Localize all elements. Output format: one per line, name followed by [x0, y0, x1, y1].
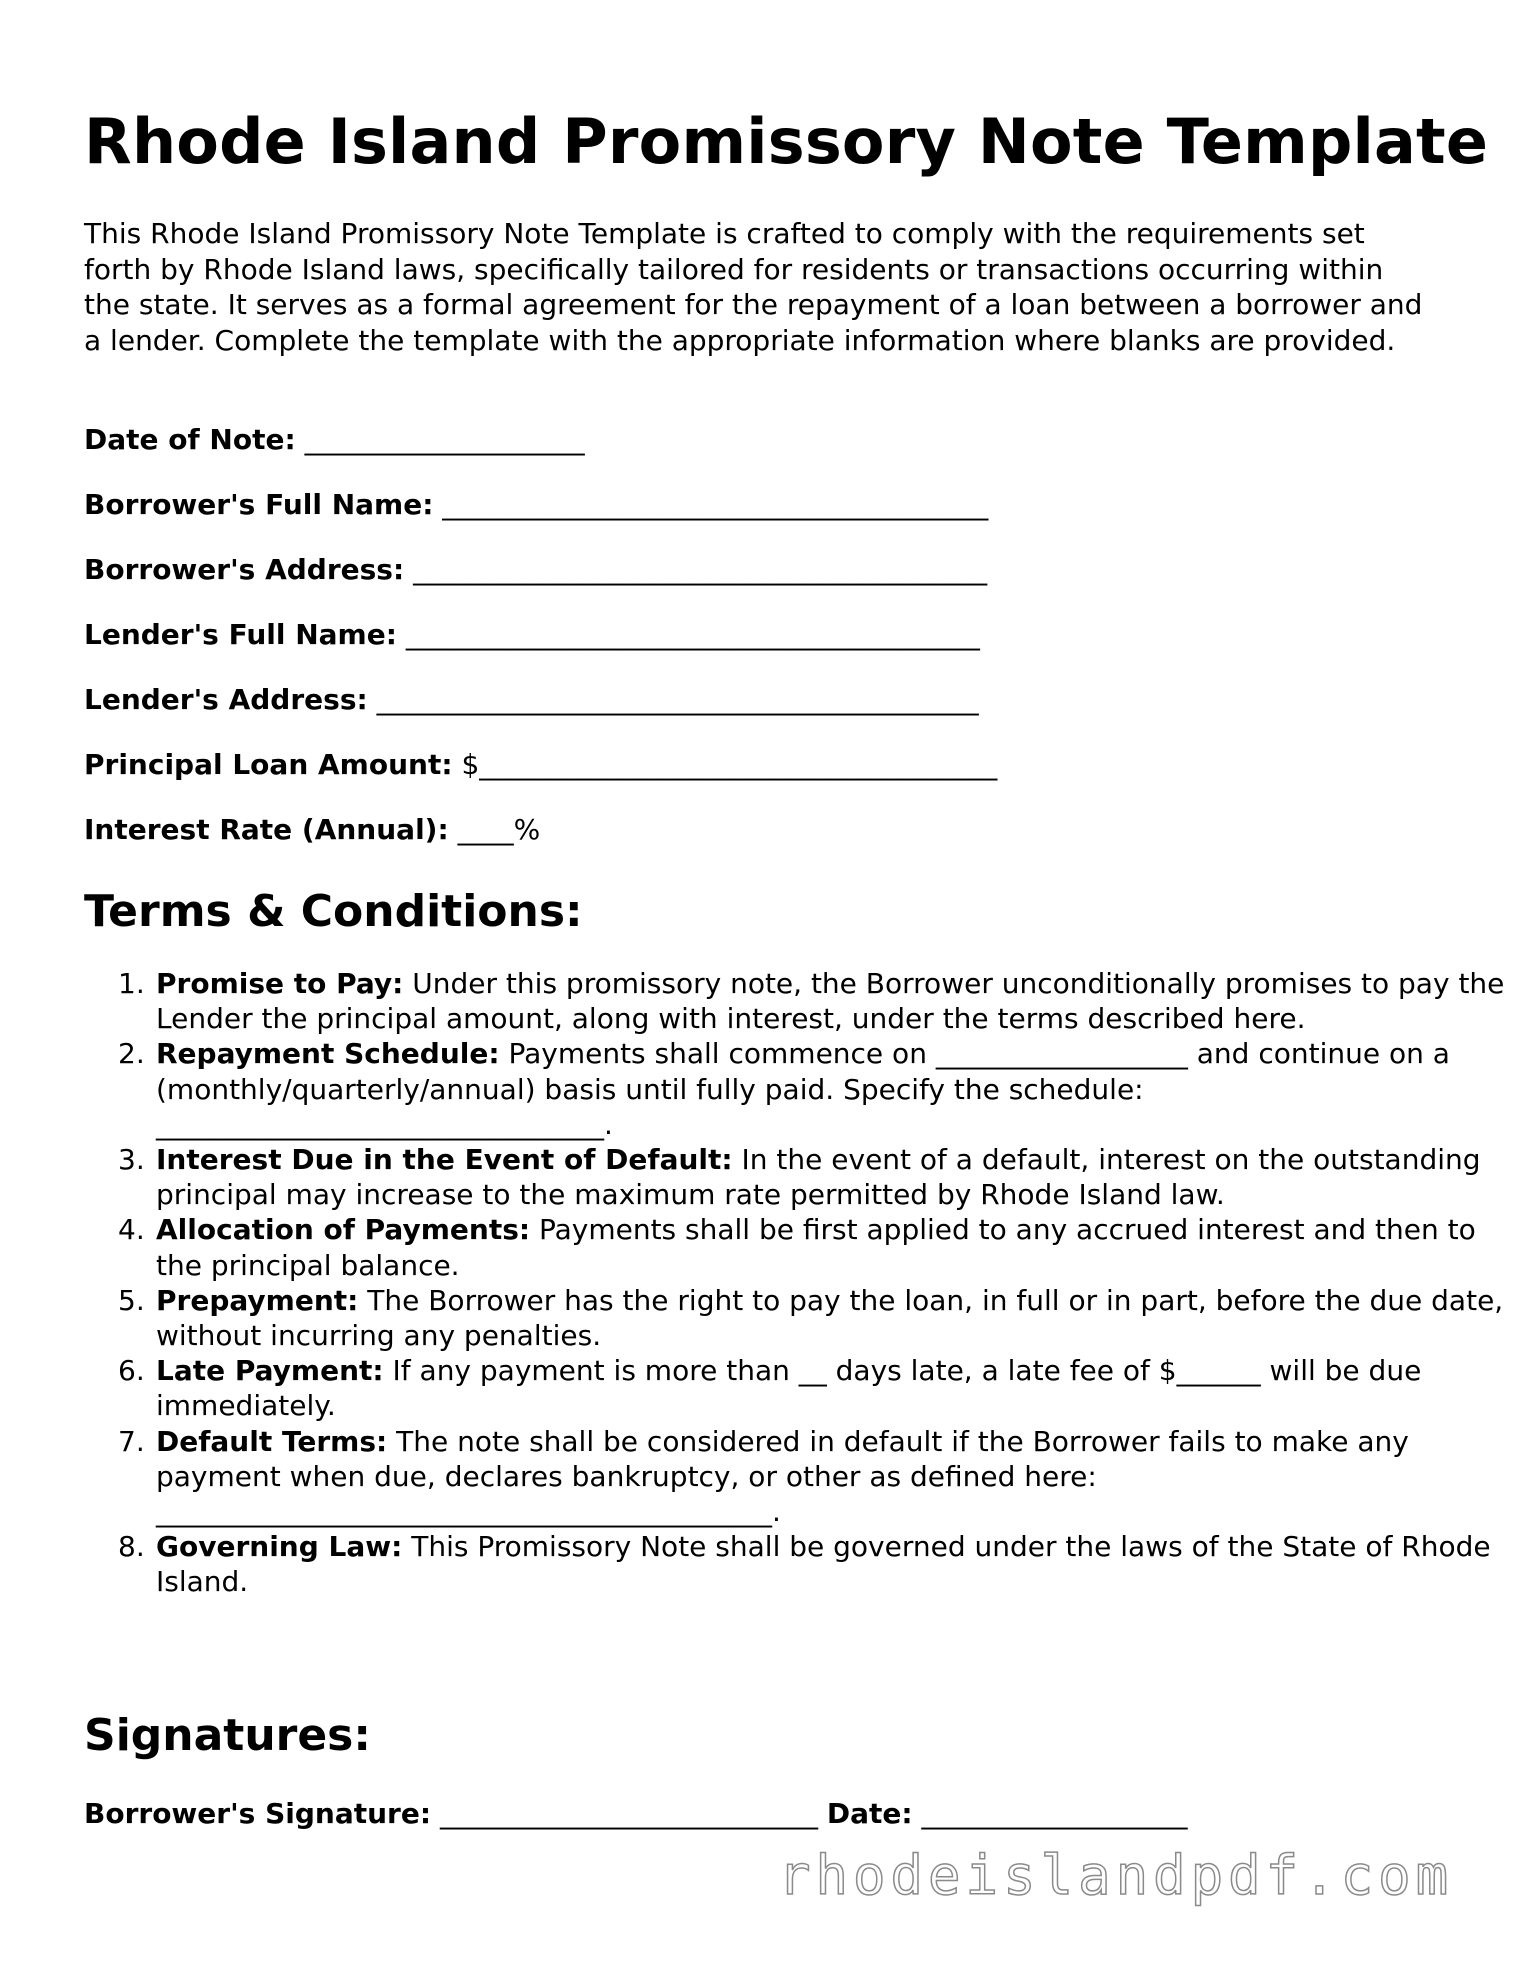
term-text: In the event of a default, interest on the outstanding principal may increase to the maximum rate permitted by Rhode Island law. [156, 1143, 1481, 1212]
term-number: 5. [118, 1283, 145, 1317]
term-title: Default Terms: [156, 1424, 388, 1458]
date-of-note-label: Date of Note: [84, 423, 296, 456]
borrower-signature-line[interactable] [84, 1796, 1187, 1832]
signature-date-label: Date: [826, 1797, 913, 1830]
term-text[interactable]: Payments shall commence on __________________ and continue on a (monthly/quarterly/annual) basis until fully paid. Specify the schedule: ________________________________. [156, 1037, 1450, 1141]
borrower-name-blank[interactable]: _______________________________________ [442, 488, 989, 521]
borrower-address-label: Borrower's Address: [84, 553, 405, 586]
term-title: Governing Law: [156, 1530, 403, 1564]
term-title: Late Payment: [156, 1354, 384, 1388]
principal-amount-label: Principal Loan Amount: [84, 748, 453, 781]
term-text[interactable]: The note shall be considered in default if the Borrower fails to make any payment when due, declares bankruptcy, or other as defined here: ____________________________________________. [156, 1424, 1409, 1529]
term-number: 1. [118, 967, 145, 1000]
borrower-name-field[interactable] [84, 487, 988, 523]
term-number: 8. [118, 1530, 145, 1564]
term-number: 4. [118, 1213, 145, 1247]
lender-name-field[interactable] [84, 617, 980, 653]
lender-address-field[interactable] [84, 682, 979, 718]
term-number: 3. [118, 1143, 145, 1177]
term-title: Promise to Pay: [156, 967, 404, 1000]
borrower-address-field[interactable] [84, 552, 987, 588]
term-title: Prepayment: [156, 1283, 359, 1317]
interest-rate-field[interactable] [84, 812, 540, 848]
term-number: 6. [118, 1354, 145, 1388]
term-title: Interest Due in the Event of Default: [156, 1143, 733, 1177]
term-text: The Borrower has the right to pay the loan, in full or in part, before the due date, without incurring any penalties. [156, 1283, 1504, 1353]
interest-rate-label: Interest Rate (Annual): [84, 813, 449, 846]
term-item-interest-default [118, 1142, 1515, 1212]
signature-date-blank[interactable]: ___________________ [921, 1797, 1188, 1830]
borrower-name-label: Borrower's Full Name: [84, 488, 434, 521]
interest-rate-blank[interactable]: ____% [457, 813, 541, 846]
lender-name-blank[interactable]: _________________________________________ [405, 618, 980, 651]
principal-amount-field[interactable] [84, 747, 997, 783]
date-of-note-blank[interactable]: ____________________ [304, 423, 585, 456]
term-item-repayment-schedule [118, 1036, 1515, 1142]
principal-amount-blank[interactable]: $_____________________________________ [461, 748, 998, 781]
term-item-governing-law [118, 1529, 1515, 1599]
terms-list [84, 966, 1515, 1600]
term-number: 2. [118, 1037, 145, 1071]
term-number: 7. [118, 1424, 145, 1458]
term-text: Under this promissory note, the Borrower unconditionally promises to pay the Lender the principal amount, along with interest, under the terms described here. [156, 967, 1505, 1036]
term-title: Repayment Schedule: [156, 1037, 500, 1071]
borrower-signature-label: Borrower's Signature: [84, 1797, 432, 1830]
signatures-heading: Signatures: [84, 1710, 371, 1761]
term-text[interactable]: If any payment is more than __ days late, a late fee of $______ will be due immediately. [156, 1354, 1422, 1423]
date-of-note-field[interactable] [84, 422, 585, 458]
term-item-late-payment [118, 1353, 1515, 1423]
terms-heading: Terms & Conditions: [84, 886, 583, 937]
term-item-default-terms [118, 1424, 1515, 1530]
lender-address-blank[interactable]: ___________________________________________ [376, 683, 979, 716]
borrower-address-blank[interactable]: _________________________________________ [413, 553, 988, 586]
term-title: Allocation of Payments: [156, 1213, 531, 1247]
borrower-signature-blank[interactable]: ___________________________ [439, 1797, 818, 1830]
intro-paragraph: This Rhode Island Promissory Note Template is crafted to comply with the requirements set forth by Rhode Island laws, specifically tailored for residents or transactions occurring within the state. It serves as a formal agreement for the repayment of a loan between a borrower and a lender. Complete the template with the appropriate information where blanks are provided. [84, 217, 1423, 357]
term-text: Payments shall be first applied to any accrued interest and then to the principal balance. [156, 1213, 1476, 1282]
lender-address-label: Lender's Address: [84, 683, 368, 716]
site-watermark: rhodeislandpdf.com [778, 1844, 1454, 1907]
lender-name-label: Lender's Full Name: [84, 618, 397, 651]
document-title: Rhode Island Promissory Note Template [84, 105, 1489, 178]
term-item-allocation-of-payments [118, 1212, 1515, 1282]
term-item-prepayment [118, 1283, 1515, 1353]
term-item-promise-to-pay [118, 966, 1515, 1036]
term-text: This Promissory Note shall be governed under the laws of the State of Rhode Island. [156, 1530, 1491, 1599]
